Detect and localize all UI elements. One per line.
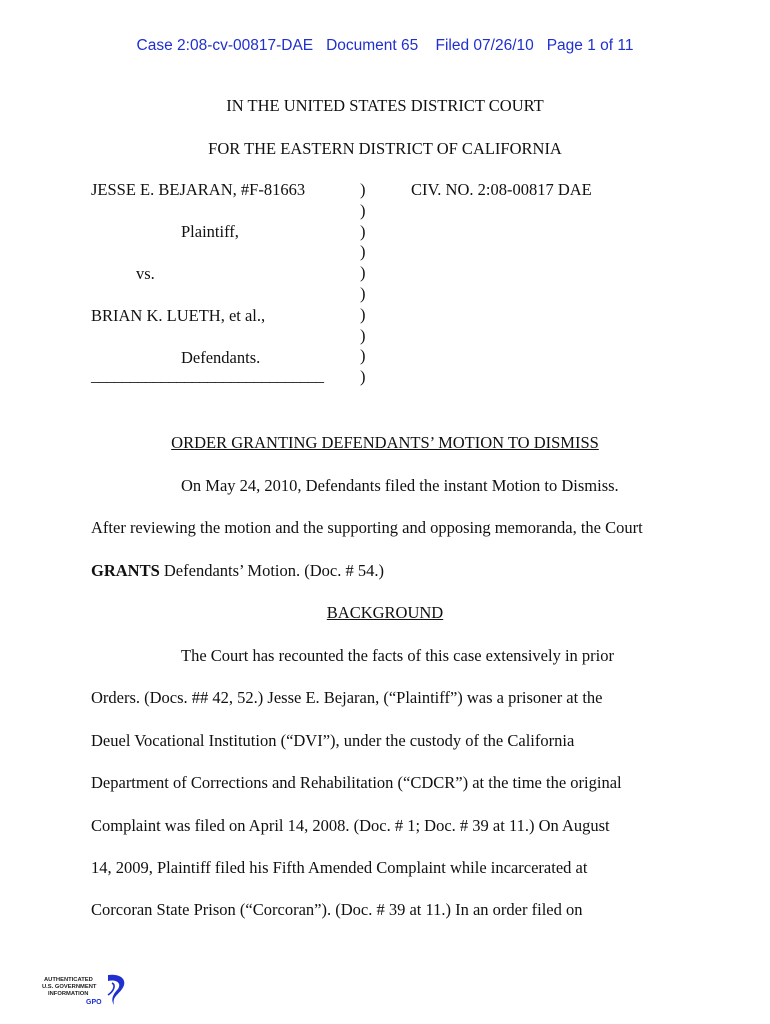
logo-line2: U.S. GOVERNMENT — [42, 984, 97, 990]
paren: ) — [360, 367, 366, 387]
grants-emphasis: GRANTS — [91, 561, 160, 580]
court-name: IN THE UNITED STATES DISTRICT COURT — [226, 96, 544, 115]
paren: ) — [360, 242, 366, 262]
filing-stamp — [0, 37, 770, 55]
paren: ) — [360, 200, 366, 220]
court-district: FOR THE EASTERN DISTRICT OF CALIFORNIA — [208, 139, 562, 158]
logo-line1: AUTHENTICATED — [44, 977, 93, 983]
intro-line: After reviewing the motion and the supporting and opposing memoranda, the Court — [91, 518, 643, 537]
paren: ) — [360, 325, 366, 345]
background-line: Department of Corrections and Rehabilitation (“CDCR”) at the time the original — [91, 773, 622, 792]
paren: ) — [360, 304, 366, 324]
intro-line: On May 24, 2010, Defendants filed the instant Motion to Dismiss. — [181, 476, 619, 495]
defendant-name: BRIAN K. LUETH, et al., — [91, 306, 266, 325]
stamp-filed: Filed 07/26/10 — [435, 37, 534, 54]
logo-mark: GPO — [86, 999, 102, 1006]
background-line: Orders. (Docs. ## 42, 52.) Jesse E. Bejaran, (“Plaintiff”) was a prisoner at the — [91, 688, 603, 707]
order-title: ORDER GRANTING DEFENDANTS’ MOTION TO DISMISS — [171, 433, 599, 452]
background-heading: BACKGROUND — [326, 603, 444, 622]
paren: ) — [360, 221, 366, 241]
background-line: 14, 2009, Plaintiff filed his Fifth Amended Complaint while incarcerated at — [91, 858, 588, 877]
plaintiff-name: JESSE E. BEJARAN, #F-81663 — [91, 180, 306, 199]
background-line: The Court has recounted the facts of this case extensively in prior — [181, 646, 614, 665]
stamp-case: Case 2:08-cv-00817-DAE — [136, 37, 314, 54]
civil-number: CIV. NO. 2:08-00817 DAE — [411, 180, 592, 199]
caption-parens — [360, 180, 366, 388]
gpo-eagle-icon — [42, 971, 132, 1015]
gpo-authenticated-logo — [42, 971, 132, 1015]
defendant-role: Defendants. — [181, 348, 261, 367]
paren: ) — [360, 263, 366, 283]
intro-line-rest: Defendants’ Motion. (Doc. # 54.) — [159, 561, 384, 580]
versus: vs. — [136, 264, 155, 283]
intro-line — [91, 561, 384, 581]
plaintiff-role: Plaintiff, — [181, 222, 239, 241]
background-line: Complaint was filed on April 14, 2008. (Doc. # 1; Doc. # 39 at 11.) On August — [91, 816, 610, 835]
paren: ) — [360, 180, 366, 199]
stamp-page: Page 1 of 11 — [546, 37, 634, 54]
paren: ) — [360, 283, 366, 303]
logo-line3: INFORMATION — [48, 991, 89, 997]
background-line: Corcoran State Prison (“Corcoran”). (Doc. # 39 at 11.) In an order filed on — [91, 900, 583, 919]
stamp-document: Document 65 — [326, 37, 419, 54]
caption-rule: ______________________________ — [91, 366, 324, 385]
paren: ) — [360, 346, 366, 366]
background-line: Deuel Vocational Institution (“DVI”), under the custody of the California — [91, 731, 575, 750]
